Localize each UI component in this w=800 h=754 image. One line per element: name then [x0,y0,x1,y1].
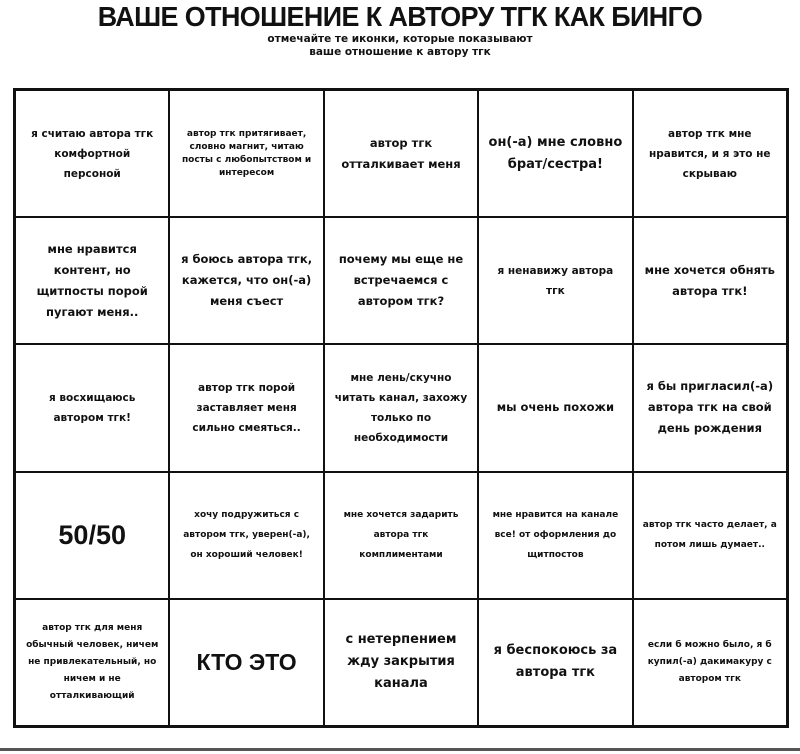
bingo-cell[interactable] [169,599,323,726]
bingo-cell-text: мне лень/скучно читать канал, захожу только по необходимости [334,371,468,444]
bingo-cell[interactable] [324,344,478,471]
bingo-grid [13,88,789,728]
bingo-cell-text: я ненавижу автора тгк [497,264,614,297]
bingo-cell-text: мне хочется задарить автора тгк комплиментами [343,510,459,561]
bingo-cell-text: я беспокоюсь за автора тгк [493,643,618,681]
bingo-cell-text: почему мы еще не встречаемся с автором тгк? [338,252,464,309]
bingo-cell-text: автор тгк отталкивает меня [341,135,461,171]
bingo-cell-text: мне нравится на канале все! от оформления до щитпостов [492,510,619,561]
bingo-cell-text: мне нравится контент, но щитпосты порой пугают меня.. [36,241,148,319]
bingo-cell-text: автор тгк мне нравится, и я это не скрываю [649,127,771,180]
bingo-cell[interactable] [633,217,787,344]
bingo-cell-text: 50/50 [58,520,126,551]
bingo-cell[interactable] [15,472,169,599]
bingo-cell[interactable] [169,472,323,599]
bingo-cell-text: КТО ЭТО [196,649,297,676]
bingo-cell-text: автор тгк для меня обычный человек, ничем не привлекательный, но ничем и не отталкивающий [26,622,159,701]
bingo-cell-text: автор тгк притягивает, словно магнит, читаю посты с любопытством и интересом [181,128,312,178]
bingo-cell[interactable] [324,90,478,217]
bingo-cell[interactable] [633,599,787,726]
bingo-cell-text: автор тгк часто делает, а потом лишь думает.. [642,520,777,551]
bingo-cell-text: хочу подружиться с автором тгк, уверен(-а), он хороший человек! [183,510,310,561]
bingo-cell[interactable] [15,90,169,217]
bingo-cell[interactable] [324,599,478,726]
header [0,0,800,59]
bingo-cell[interactable] [478,217,632,344]
page-title: ВАШЕ ОТНОШЕНИЕ К АВТОРУ ТГК КАК БИНГО [97,1,703,32]
bingo-cell-text: мне хочется обнять автора тгк! [644,262,775,298]
bingo-cell[interactable] [478,472,632,599]
bingo-cell-text: я восхищаюсь автором тгк! [49,391,136,424]
bingo-cell[interactable] [324,217,478,344]
bingo-cell[interactable] [15,344,169,471]
bingo-cell[interactable] [15,217,169,344]
bingo-cell[interactable] [478,344,632,471]
bingo-cell-text: с нетерпением жду закрытия канала [345,632,457,692]
bingo-cell[interactable] [15,599,169,726]
bingo-cell-text: если б можно было, я б купил(-а) дакимакуру с автором тгк [647,639,772,684]
bingo-cell[interactable] [169,90,323,217]
bingo-cell-text: он(-а) мне словно брат/сестра! [488,134,623,172]
page-subtitle: отмечайте те иконки, которые показывают ваше отношение к автору тгк [267,33,533,58]
bingo-cell[interactable] [633,90,787,217]
bingo-cell-text: я боюсь автора тгк, кажется, что он(-а) меня съест [181,252,313,309]
bingo-cell[interactable] [633,472,787,599]
bottom-divider [0,748,800,751]
bingo-cell[interactable] [169,344,323,471]
bingo-cell[interactable] [478,90,632,217]
bingo-cell[interactable] [324,472,478,599]
bingo-cell-text: мы очень похожи [496,400,615,415]
bingo-cell[interactable] [169,217,323,344]
bingo-cell-text: я считаю автора тгк комфортной персоной [31,127,154,180]
bingo-cell[interactable] [478,599,632,726]
bingo-cell-text: автор тгк порой заставляет меня сильно смеяться.. [192,381,301,434]
bingo-cell[interactable] [633,344,787,471]
bingo-cell-text: я бы пригласил(-а) автора тгк на свой день рождения [646,379,774,436]
